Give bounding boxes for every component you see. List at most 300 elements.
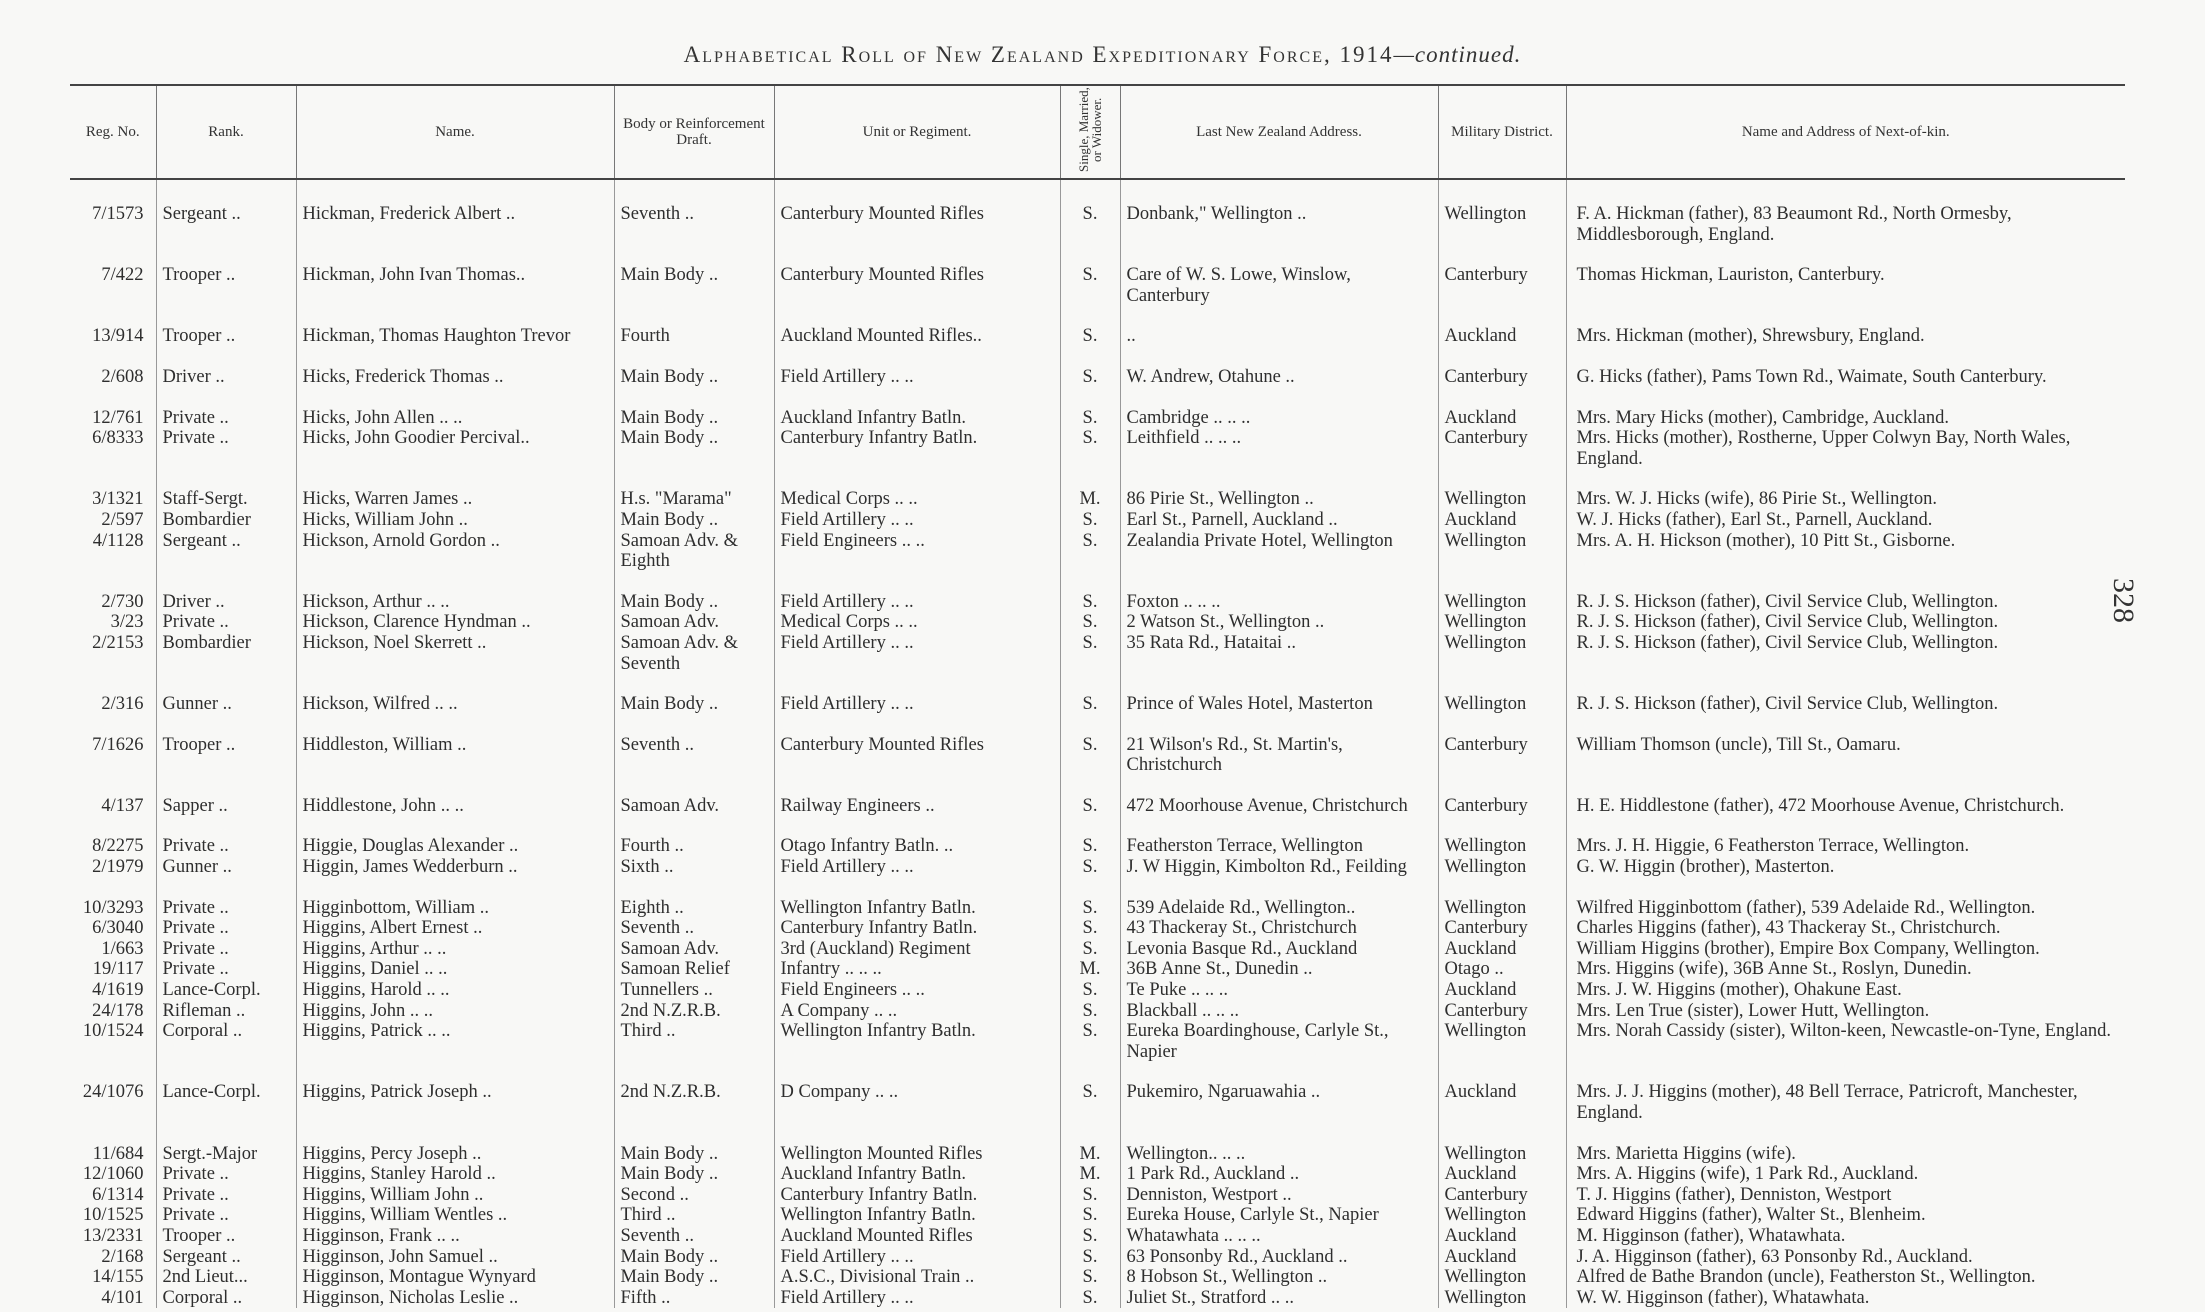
status-cell: M. <box>1060 959 1120 980</box>
unit-cell: Canterbury Infantry Batln. <box>774 428 1060 469</box>
district-cell: Otago .. <box>1438 959 1566 980</box>
next-of-kin-cell: R. J. S. Hickson (father), Civil Service Club, Wellington. <box>1566 612 2125 633</box>
table-row <box>70 959 2125 980</box>
table-row <box>70 388 2125 429</box>
address-cell: 36B Anne St., Dunedin .. <box>1120 959 1438 980</box>
address-cell: 21 Wilson's Rd., St. Martin's, Christchurch <box>1120 715 1438 776</box>
draft-cell: 2nd N.Z.R.B. <box>614 1001 774 1022</box>
reg-no-cell: 10/3293 <box>82 897 144 918</box>
name-cell: Higgins, Albert Ernest .. <box>296 918 614 939</box>
name-cell: Hickson, Arthur .. .. <box>296 572 614 613</box>
unit-cell: Auckland Mounted Rifles <box>774 1226 1060 1247</box>
unit-cell: Medical Corps .. .. <box>774 469 1060 510</box>
name-cell: Hicks, John Allen .. .. <box>296 388 614 429</box>
unit-cell: Field Artillery .. .. <box>774 674 1060 715</box>
next-of-kin-cell: Charles Higgins (father), 43 Thackeray St., Christchurch. <box>1566 918 2125 939</box>
next-of-kin-cell: Thomas Hickman, Lauriston, Canterbury. <box>1566 245 2125 306</box>
address-cell: Zealandia Private Hotel, Wellington <box>1120 531 1438 572</box>
rank-cell: Private .. <box>156 1205 296 1226</box>
district-cell: Wellington <box>1438 179 1566 245</box>
reg-no-cell: 24/178 <box>92 1000 144 1021</box>
next-of-kin-cell: Mrs. A. H. Hickson (mother), 10 Pitt St., Gisborne. <box>1566 531 2125 572</box>
rank-cell: Private .. <box>156 816 296 857</box>
name-cell: Hicks, Frederick Thomas .. <box>296 347 614 388</box>
status-cell: S. <box>1060 816 1120 857</box>
name-cell: Higgins, Daniel .. .. <box>296 959 614 980</box>
next-of-kin-cell: Edward Higgins (father), Walter St., Blenheim. <box>1566 1205 2125 1226</box>
reg-no-cell: 13/914 <box>92 326 144 347</box>
col-next-of-kin: Name and Address of Next-of-kin. <box>1566 86 2125 179</box>
draft-cell: Seventh .. <box>614 179 774 245</box>
reg-no-cell: 2/608 <box>101 366 144 387</box>
col-unit: Unit or Regiment. <box>774 86 1060 179</box>
status-cell: S. <box>1060 179 1120 245</box>
next-of-kin-cell: William Thomson (uncle), Till St., Oamaru. <box>1566 715 2125 776</box>
table-row <box>70 633 2125 674</box>
draft-cell: Seventh .. <box>614 1226 774 1247</box>
rank-cell: Trooper .. <box>156 1226 296 1247</box>
name-cell: Higgie, Douglas Alexander .. <box>296 816 614 857</box>
unit-cell: Field Artillery .. .. <box>774 1288 1060 1309</box>
rank-cell: Lance-Corpl. <box>156 980 296 1001</box>
status-cell: S. <box>1060 1267 1120 1288</box>
draft-cell: Samoan Adv. & Seventh <box>614 633 774 674</box>
rank-cell: Sergeant .. <box>156 179 296 245</box>
reg-no-cell: 2/2153 <box>92 632 144 653</box>
name-cell: Higginson, Frank .. .. <box>296 1226 614 1247</box>
address-cell: J. W Higgin, Kimbolton Rd., Feilding <box>1120 857 1438 878</box>
district-cell: Canterbury <box>1438 1185 1566 1206</box>
draft-cell: Main Body .. <box>614 1164 774 1185</box>
reg-no-cell: 10/1524 <box>82 1021 144 1042</box>
district-cell: Canterbury <box>1438 1001 1566 1022</box>
draft-cell: Sixth .. <box>614 857 774 878</box>
status-cell: S. <box>1060 674 1120 715</box>
status-cell: S. <box>1060 878 1120 919</box>
address-cell: Levonia Basque Rd., Auckland <box>1120 939 1438 960</box>
rank-cell: Lance-Corpl. <box>156 1062 296 1123</box>
status-cell: S. <box>1060 776 1120 817</box>
draft-cell: Main Body .. <box>614 510 774 531</box>
reg-no-cell: 2/597 <box>101 509 144 530</box>
status-cell: S. <box>1060 347 1120 388</box>
reg-no-cell: 10/1525 <box>82 1205 144 1226</box>
status-cell: S. <box>1060 1205 1120 1226</box>
rank-cell: Private .. <box>156 388 296 429</box>
rank-cell: Sergeant .. <box>156 1247 296 1268</box>
address-cell: Whatawhata .. .. .. <box>1120 1226 1438 1247</box>
name-cell: Higgins, Patrick .. .. <box>296 1021 614 1062</box>
draft-cell: Seventh .. <box>614 715 774 776</box>
reg-no-cell: 2/168 <box>101 1246 144 1267</box>
table-row <box>70 612 2125 633</box>
table-row <box>70 776 2125 817</box>
draft-cell: Main Body .. <box>614 1247 774 1268</box>
unit-cell: Railway Engineers .. <box>774 776 1060 817</box>
draft-cell: Samoan Adv. <box>614 612 774 633</box>
draft-cell: Main Body .. <box>614 347 774 388</box>
next-of-kin-cell: J. A. Higginson (father), 63 Ponsonby Rd., Auckland. <box>1566 1247 2125 1268</box>
table-row <box>70 857 2125 878</box>
col-address: Last New Zealand Address. <box>1120 86 1438 179</box>
name-cell: Hickson, Clarence Hyndman .. <box>296 612 614 633</box>
address-cell: 86 Pirie St., Wellington .. <box>1120 469 1438 510</box>
status-cell: S. <box>1060 1288 1120 1309</box>
district-cell: Wellington <box>1438 1124 1566 1165</box>
address-cell: Eureka Boardinghouse, Carlyle St., Napier <box>1120 1021 1438 1062</box>
rank-cell: Private .. <box>156 918 296 939</box>
district-cell: Wellington <box>1438 1021 1566 1062</box>
rank-cell: Trooper .. <box>156 245 296 306</box>
rank-cell: Private .. <box>156 1164 296 1185</box>
unit-cell: Medical Corps .. .. <box>774 612 1060 633</box>
name-cell: Higgins, Stanley Harold .. <box>296 1164 614 1185</box>
address-cell: Earl St., Parnell, Auckland .. <box>1120 510 1438 531</box>
page-title: Alphabetical Roll of New Zealand Expeditionary Force, 1914—continued. <box>683 42 1522 67</box>
district-cell: Wellington <box>1438 633 1566 674</box>
draft-cell: Main Body .. <box>614 428 774 469</box>
district-cell: Wellington <box>1438 572 1566 613</box>
table-row <box>70 1021 2125 1062</box>
table-row <box>70 1062 2125 1123</box>
draft-cell: Samoan Adv. & Eighth <box>614 531 774 572</box>
name-cell: Hickson, Arnold Gordon .. <box>296 531 614 572</box>
col-rank: Rank. <box>156 86 296 179</box>
col-name: Name. <box>296 86 614 179</box>
next-of-kin-cell: R. J. S. Hickson (father), Civil Service Club, Wellington. <box>1566 572 2125 613</box>
unit-cell: Field Engineers .. .. <box>774 980 1060 1001</box>
district-cell: Wellington <box>1438 674 1566 715</box>
table-row <box>70 1288 2125 1309</box>
unit-cell: Auckland Infantry Batln. <box>774 1164 1060 1185</box>
name-cell: Hickman, Thomas Haughton Trevor <box>296 306 614 347</box>
reg-no-cell: 14/155 <box>92 1267 144 1288</box>
page-number: 328 <box>2107 578 2140 623</box>
status-cell: S. <box>1060 980 1120 1001</box>
unit-cell: Field Artillery .. .. <box>774 572 1060 613</box>
name-cell: Hicks, John Goodier Percival.. <box>296 428 614 469</box>
unit-cell: Canterbury Mounted Rifles <box>774 245 1060 306</box>
address-cell: Featherston Terrace, Wellington <box>1120 816 1438 857</box>
district-cell: Wellington <box>1438 878 1566 919</box>
address-cell: .. <box>1120 306 1438 347</box>
status-cell: S. <box>1060 1226 1120 1247</box>
table-row <box>70 510 2125 531</box>
next-of-kin-cell: T. J. Higgins (father), Denniston, Westport <box>1566 1185 2125 1206</box>
next-of-kin-cell: William Higgins (brother), Empire Box Company, Wellington. <box>1566 939 2125 960</box>
status-cell: S. <box>1060 510 1120 531</box>
next-of-kin-cell: Mrs. Hicks (mother), Rostherne, Upper Colwyn Bay, North Wales, England. <box>1566 428 2125 469</box>
reg-no-cell: 2/1979 <box>92 857 144 878</box>
unit-cell: Canterbury Infantry Batln. <box>774 918 1060 939</box>
name-cell: Higginson, Nicholas Leslie .. <box>296 1288 614 1309</box>
unit-cell: Field Engineers .. .. <box>774 531 1060 572</box>
unit-cell: A.S.C., Divisional Train .. <box>774 1267 1060 1288</box>
status-cell: S. <box>1060 388 1120 429</box>
status-cell: S. <box>1060 715 1120 776</box>
draft-cell: Second .. <box>614 1185 774 1206</box>
reg-no-cell: 3/23 <box>110 612 144 633</box>
name-cell: Hickman, Frederick Albert .. <box>296 179 614 245</box>
status-cell: S. <box>1060 918 1120 939</box>
district-cell: Wellington <box>1438 1205 1566 1226</box>
draft-cell: Tunnellers .. <box>614 980 774 1001</box>
draft-cell: Main Body .. <box>614 572 774 613</box>
reg-no-cell: 12/1060 <box>82 1164 144 1185</box>
table-row <box>70 1267 2125 1288</box>
name-cell: Higgins, William Wentles .. <box>296 1205 614 1226</box>
district-cell: Canterbury <box>1438 245 1566 306</box>
draft-cell: Seventh .. <box>614 918 774 939</box>
table-row <box>70 980 2125 1001</box>
next-of-kin-cell: W. W. Higginson (father), Whatawhata. <box>1566 1288 2125 1309</box>
reg-no-cell: 2/316 <box>101 694 144 715</box>
roll-table <box>70 84 2125 1308</box>
unit-cell: Otago Infantry Batln. .. <box>774 816 1060 857</box>
reg-no-cell: 7/1573 <box>92 204 144 224</box>
district-cell: Canterbury <box>1438 347 1566 388</box>
reg-no-cell: 6/3040 <box>92 918 144 939</box>
district-cell: Canterbury <box>1438 918 1566 939</box>
col-draft: Body or Reinforcement Draft. <box>614 86 774 179</box>
draft-cell: Fifth .. <box>614 1288 774 1309</box>
rank-cell: Gunner .. <box>156 674 296 715</box>
reg-no-cell: 6/8333 <box>92 428 144 449</box>
next-of-kin-cell: W. J. Hicks (father), Earl St., Parnell, Auckland. <box>1566 510 2125 531</box>
unit-cell: Wellington Infantry Batln. <box>774 1021 1060 1062</box>
draft-cell: Main Body .. <box>614 388 774 429</box>
address-cell: 539 Adelaide Rd., Wellington.. <box>1120 878 1438 919</box>
rank-cell: Private .. <box>156 939 296 960</box>
rank-cell: Staff-Sergt. <box>156 469 296 510</box>
address-cell: Cambridge .. .. .. <box>1120 388 1438 429</box>
status-cell: S. <box>1060 633 1120 674</box>
name-cell: Higgin, James Wedderburn .. <box>296 857 614 878</box>
address-cell: Foxton .. .. .. <box>1120 572 1438 613</box>
district-cell: Auckland <box>1438 1164 1566 1185</box>
rank-cell: Private .. <box>156 878 296 919</box>
table-row <box>70 469 2125 510</box>
status-cell: S. <box>1060 1021 1120 1062</box>
rank-cell: Rifleman .. <box>156 1001 296 1022</box>
draft-cell: Samoan Adv. <box>614 939 774 960</box>
rank-cell: Bombardier <box>156 510 296 531</box>
unit-cell: Wellington Infantry Batln. <box>774 1205 1060 1226</box>
rank-cell: Private .. <box>156 612 296 633</box>
table-row <box>70 1124 2125 1165</box>
address-cell: 1 Park Rd., Auckland .. <box>1120 1164 1438 1185</box>
reg-no-cell: 7/1626 <box>92 734 144 755</box>
table-row <box>70 816 2125 857</box>
status-cell: S. <box>1060 1185 1120 1206</box>
reg-no-cell: 3/1321 <box>92 489 144 510</box>
status-cell: S. <box>1060 1001 1120 1022</box>
address-cell: 35 Rata Rd., Hataitai .. <box>1120 633 1438 674</box>
unit-cell: Canterbury Mounted Rifles <box>774 179 1060 245</box>
draft-cell: H.s. "Marama" <box>614 469 774 510</box>
next-of-kin-cell: Mrs. Marietta Higgins (wife). <box>1566 1124 2125 1165</box>
col-reg-no: Reg. No. <box>70 86 156 179</box>
table-row <box>70 1185 2125 1206</box>
rank-cell: Sergeant .. <box>156 531 296 572</box>
address-cell: Leithfield .. .. .. <box>1120 428 1438 469</box>
status-cell: S. <box>1060 428 1120 469</box>
reg-no-cell: 7/422 <box>101 265 144 286</box>
rank-cell: Sapper .. <box>156 776 296 817</box>
name-cell: Hickson, Wilfred .. .. <box>296 674 614 715</box>
status-cell: S. <box>1060 306 1120 347</box>
district-cell: Auckland <box>1438 939 1566 960</box>
name-cell: Hiddleston, William .. <box>296 715 614 776</box>
draft-cell: Third .. <box>614 1205 774 1226</box>
next-of-kin-cell: Mrs. Hickman (mother), Shrewsbury, England. <box>1566 306 2125 347</box>
table-row <box>70 245 2125 306</box>
col-district: Military District. <box>1438 86 1566 179</box>
district-cell: Canterbury <box>1438 715 1566 776</box>
name-cell: Hicks, Warren James .. <box>296 469 614 510</box>
rank-cell: Driver .. <box>156 347 296 388</box>
table-row <box>70 1001 2125 1022</box>
district-cell: Wellington <box>1438 612 1566 633</box>
unit-cell: Auckland Mounted Rifles.. <box>774 306 1060 347</box>
name-cell: Hickman, John Ivan Thomas.. <box>296 245 614 306</box>
address-cell: 43 Thackeray St., Christchurch <box>1120 918 1438 939</box>
draft-cell: Third .. <box>614 1021 774 1062</box>
table-row <box>70 878 2125 919</box>
rank-cell: Gunner .. <box>156 857 296 878</box>
unit-cell: Infantry .. .. .. <box>774 959 1060 980</box>
status-cell: M. <box>1060 1124 1120 1165</box>
reg-no-cell: 4/1619 <box>92 980 144 1001</box>
district-cell: Auckland <box>1438 1062 1566 1123</box>
table-row <box>70 531 2125 572</box>
draft-cell: Main Body .. <box>614 1124 774 1165</box>
reg-no-cell: 12/761 <box>92 407 144 428</box>
reg-no-cell: 11/684 <box>92 1143 144 1164</box>
draft-cell: Fourth <box>614 306 774 347</box>
district-cell: Wellington <box>1438 816 1566 857</box>
name-cell: Higginbottom, William .. <box>296 878 614 919</box>
name-cell: Higginson, John Samuel .. <box>296 1247 614 1268</box>
table-row <box>70 428 2125 469</box>
unit-cell: A Company .. .. <box>774 1001 1060 1022</box>
reg-no-cell: 24/1076 <box>82 1082 144 1103</box>
district-cell: Auckland <box>1438 980 1566 1001</box>
next-of-kin-cell: Mrs. W. J. Hicks (wife), 86 Pirie St., Wellington. <box>1566 469 2125 510</box>
reg-no-cell: 4/137 <box>101 795 144 816</box>
draft-cell: Main Body .. <box>614 1267 774 1288</box>
next-of-kin-cell: M. Higginson (father), Whatawhata. <box>1566 1226 2125 1247</box>
address-cell: W. Andrew, Otahune .. <box>1120 347 1438 388</box>
status-cell: S. <box>1060 612 1120 633</box>
unit-cell: Canterbury Mounted Rifles <box>774 715 1060 776</box>
district-cell: Canterbury <box>1438 776 1566 817</box>
table-row <box>70 1226 2125 1247</box>
status-cell: S. <box>1060 1062 1120 1123</box>
draft-cell: Main Body .. <box>614 674 774 715</box>
unit-cell: Field Artillery .. .. <box>774 1247 1060 1268</box>
rank-cell: Bombardier <box>156 633 296 674</box>
reg-no-cell: 4/1128 <box>92 530 144 551</box>
district-cell: Auckland <box>1438 1247 1566 1268</box>
next-of-kin-cell: Mrs. Len True (sister), Lower Hutt, Wellington. <box>1566 1001 2125 1022</box>
next-of-kin-cell: Alfred de Bathe Brandon (uncle), Featherston St., Wellington. <box>1566 1267 2125 1288</box>
rank-cell: Driver .. <box>156 572 296 613</box>
rank-cell: Corporal .. <box>156 1288 296 1309</box>
next-of-kin-cell: Mrs. J. J. Higgins (mother), 48 Bell Terrace, Patricroft, Manchester, England. <box>1566 1062 2125 1123</box>
next-of-kin-cell: R. J. S. Hickson (father), Civil Service Club, Wellington. <box>1566 633 2125 674</box>
rank-cell: Corporal .. <box>156 1021 296 1062</box>
draft-cell: 2nd N.Z.R.B. <box>614 1062 774 1123</box>
address-cell: Blackball .. .. .. <box>1120 1001 1438 1022</box>
reg-no-cell: 6/1314 <box>92 1184 144 1205</box>
status-cell: M. <box>1060 1164 1120 1185</box>
table-row <box>70 674 2125 715</box>
next-of-kin-cell: F. A. Hickman (father), 83 Beaumont Rd., North Ormesby, Middlesborough, England. <box>1566 179 2125 245</box>
address-cell: Pukemiro, Ngaruawahia .. <box>1120 1062 1438 1123</box>
district-cell: Wellington <box>1438 469 1566 510</box>
rank-cell: Private .. <box>156 1185 296 1206</box>
address-cell: 2 Watson St., Wellington .. <box>1120 612 1438 633</box>
address-cell: 472 Moorhouse Avenue, Christchurch <box>1120 776 1438 817</box>
roll-body <box>70 179 2125 1308</box>
address-cell: Eureka House, Carlyle St., Napier <box>1120 1205 1438 1226</box>
name-cell: Higgins, John .. .. <box>296 1001 614 1022</box>
next-of-kin-cell: Wilfred Higginbottom (father), 539 Adelaide Rd., Wellington. <box>1566 878 2125 919</box>
unit-cell: Field Artillery .. .. <box>774 510 1060 531</box>
draft-cell: Samoan Relief <box>614 959 774 980</box>
address-cell: Denniston, Westport .. <box>1120 1185 1438 1206</box>
name-cell: Higgins, Percy Joseph .. <box>296 1124 614 1165</box>
district-cell: Wellington <box>1438 1288 1566 1309</box>
table-row <box>70 939 2125 960</box>
unit-cell: Auckland Infantry Batln. <box>774 388 1060 429</box>
address-cell: Prince of Wales Hotel, Masterton <box>1120 674 1438 715</box>
status-cell: S. <box>1060 531 1120 572</box>
district-cell: Auckland <box>1438 1226 1566 1247</box>
table-row <box>70 715 2125 776</box>
next-of-kin-cell: R. J. S. Hickson (father), Civil Service Club, Wellington. <box>1566 674 2125 715</box>
address-cell: 8 Hobson St., Wellington .. <box>1120 1267 1438 1288</box>
name-cell: Hiddlestone, John .. .. <box>296 776 614 817</box>
next-of-kin-cell: Mrs. A. Higgins (wife), 1 Park Rd., Auckland. <box>1566 1164 2125 1185</box>
table-row <box>70 306 2125 347</box>
unit-cell: Field Artillery .. .. <box>774 347 1060 388</box>
name-cell: Higgins, Patrick Joseph .. <box>296 1062 614 1123</box>
next-of-kin-cell: Mrs. J. H. Higgie, 6 Featherston Terrace, Wellington. <box>1566 816 2125 857</box>
rank-cell: Private .. <box>156 428 296 469</box>
col-status: Single, Married, or Widower. <box>1060 86 1120 179</box>
district-cell: Auckland <box>1438 388 1566 429</box>
unit-cell: Field Artillery .. .. <box>774 633 1060 674</box>
table-row <box>70 918 2125 939</box>
unit-cell: D Company .. .. <box>774 1062 1060 1123</box>
table-row <box>70 572 2125 613</box>
draft-cell: Samoan Adv. <box>614 776 774 817</box>
reg-no-cell: 8/2275 <box>92 836 144 857</box>
unit-cell: Field Artillery .. .. <box>774 857 1060 878</box>
name-cell: Higginson, Montague Wynyard <box>296 1267 614 1288</box>
header-row <box>70 86 2125 179</box>
table-row <box>70 1247 2125 1268</box>
reg-no-cell: 13/2331 <box>82 1225 144 1246</box>
reg-no-cell: 4/101 <box>101 1287 144 1308</box>
address-cell: 63 Ponsonby Rd., Auckland .. <box>1120 1247 1438 1268</box>
draft-cell: Main Body .. <box>614 245 774 306</box>
next-of-kin-cell: G. Hicks (father), Pams Town Rd., Waimate, South Canterbury. <box>1566 347 2125 388</box>
draft-cell: Fourth .. <box>614 816 774 857</box>
reg-no-cell: 2/730 <box>101 591 144 612</box>
